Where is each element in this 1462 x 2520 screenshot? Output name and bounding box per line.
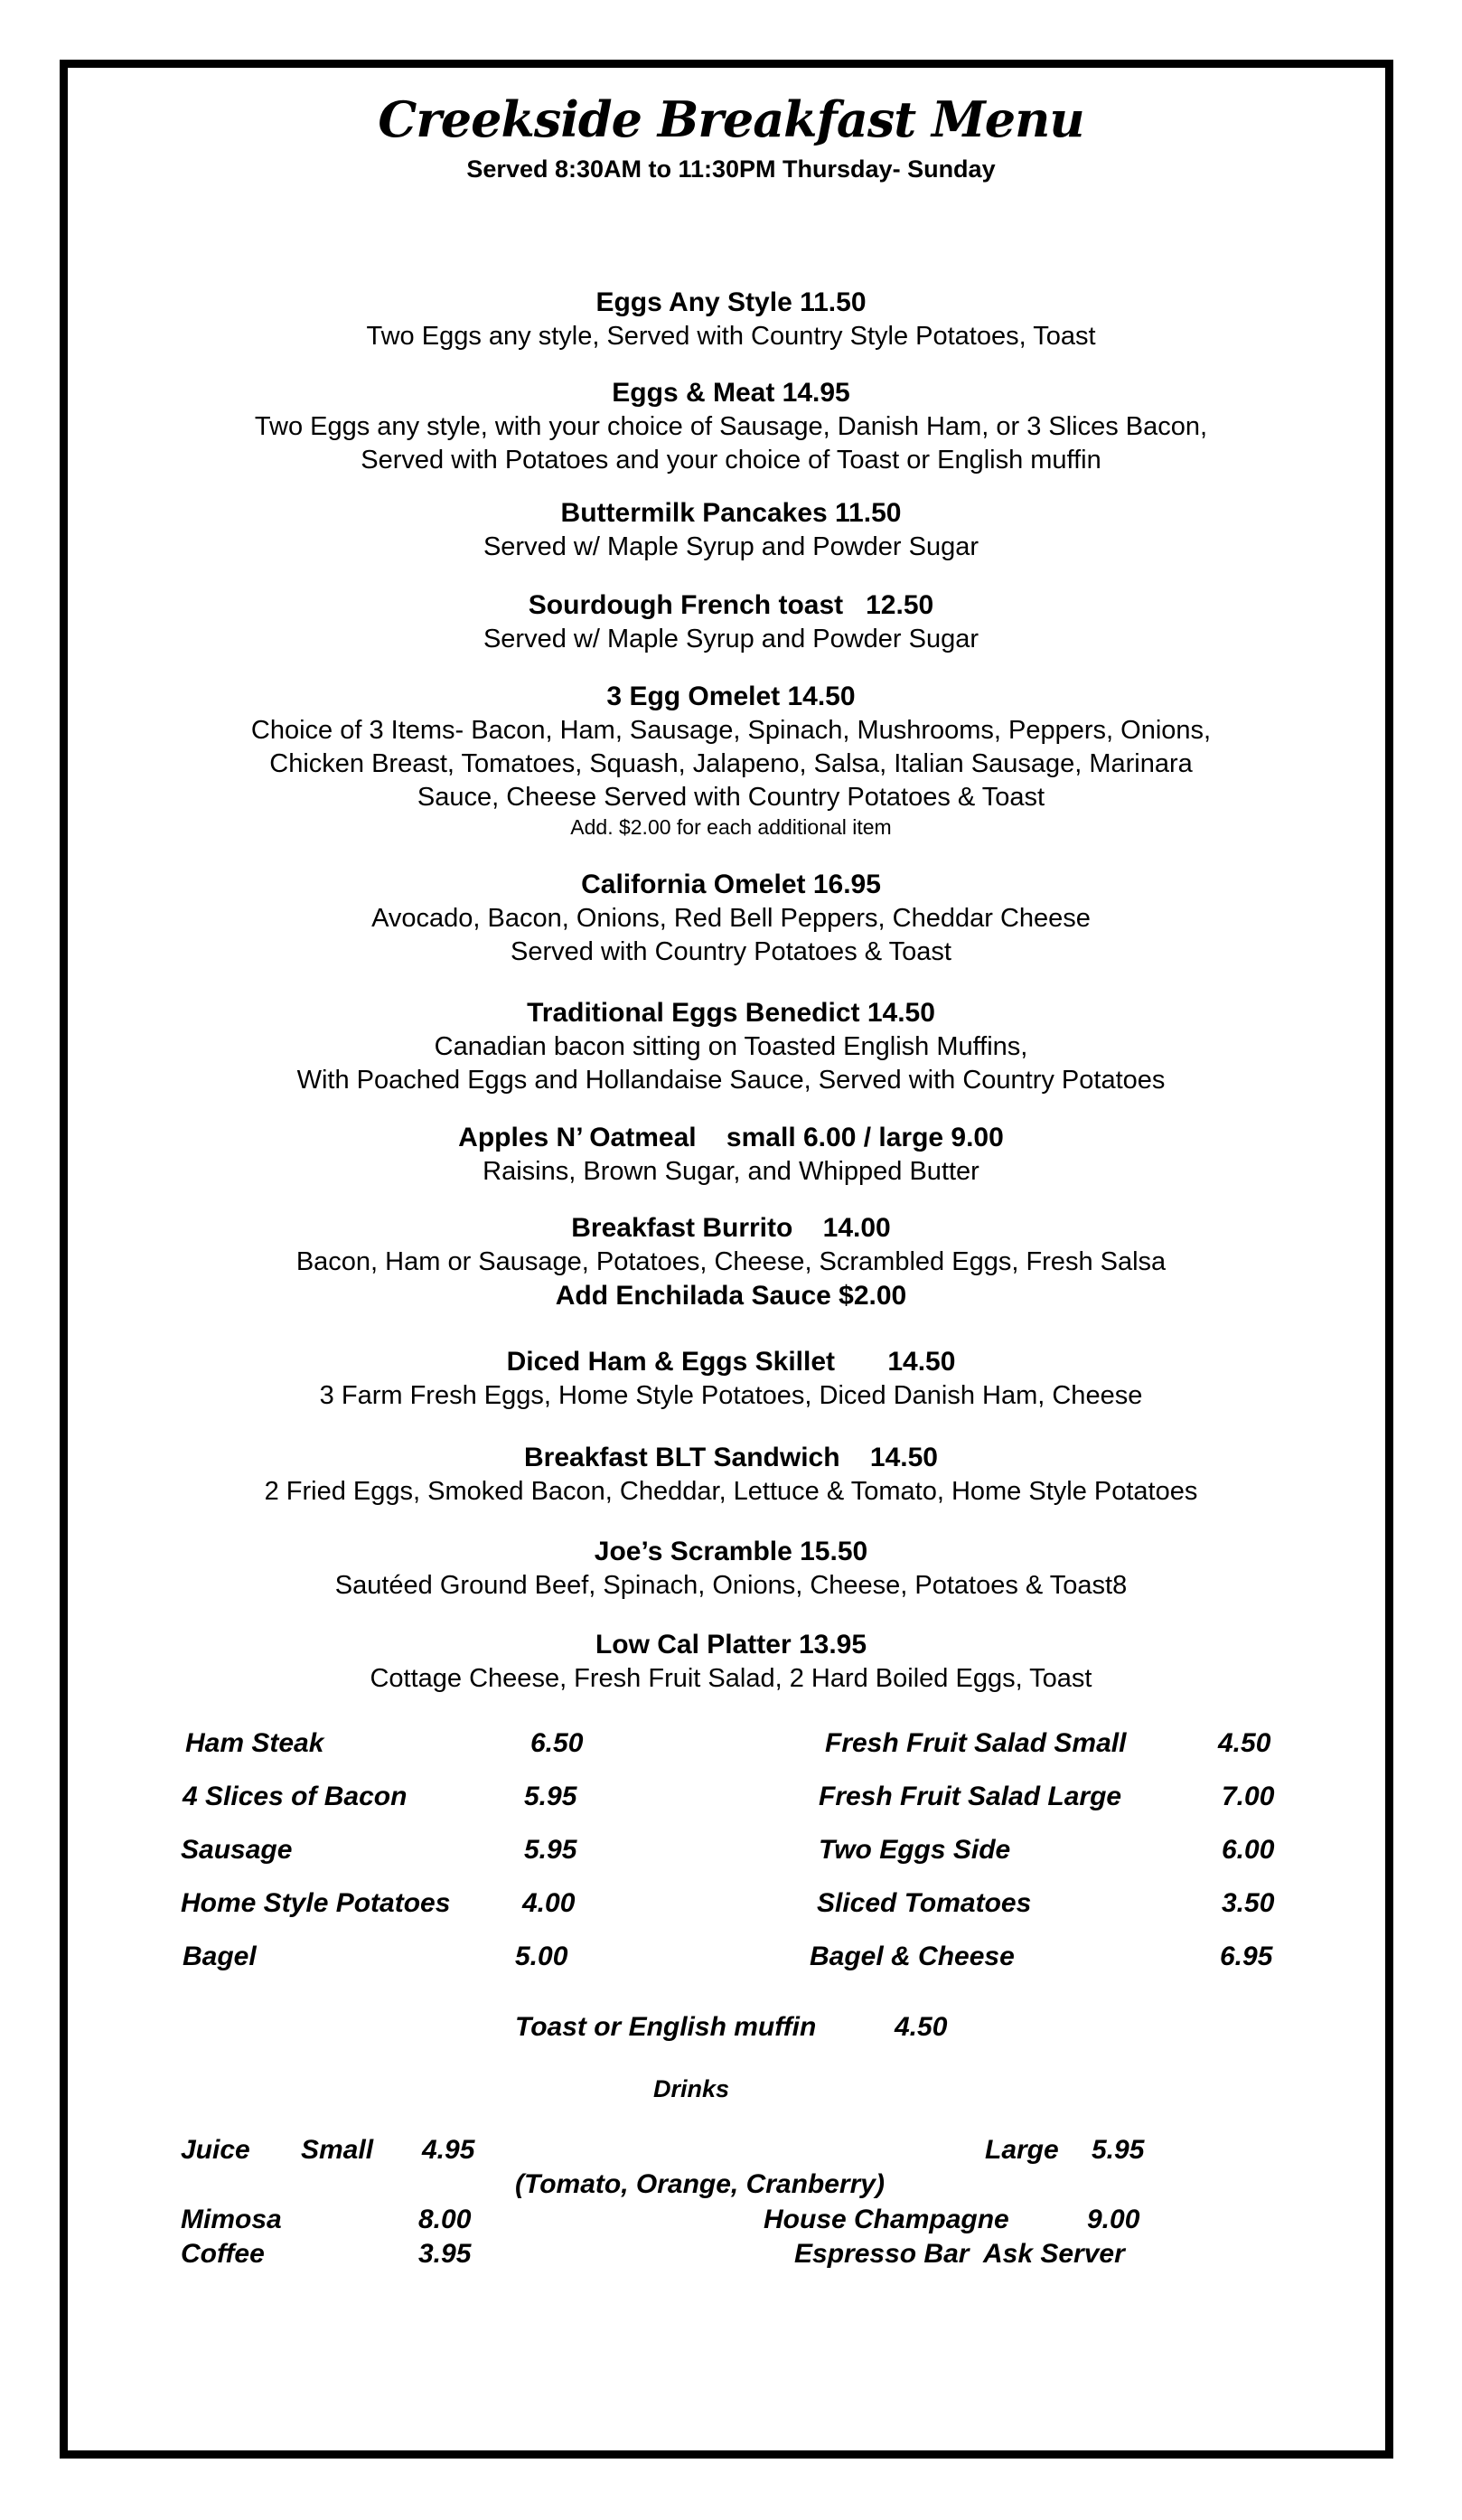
item-name: California Omelet 16.95 <box>581 870 881 899</box>
side-name: Sausage <box>181 1835 293 1865</box>
item-name: Traditional Eggs Benedict 14.50 <box>527 998 935 1028</box>
juice-name: Juice <box>181 2135 250 2165</box>
item-description: Raisins, Brown Sugar, and Whipped Butter <box>483 1157 979 1186</box>
item-description: With Poached Eggs and Hollandaise Sauce, Served with Country Potatoes <box>296 1066 1166 1095</box>
juice-small-price: 4.95 <box>422 2135 475 2165</box>
side-price: 6.95 <box>1220 1942 1273 1971</box>
item-name: Diced Ham & Eggs Skillet 14.50 <box>506 1347 956 1377</box>
menu-item <box>0 680 1462 840</box>
item-description: Chicken Breast, Tomatoes, Squash, Jalapeno, Salsa, Italian Sausage, Marinara <box>269 749 1193 778</box>
drinks-heading: Drinks <box>653 2075 730 2102</box>
item-addon: Add Enchilada Sauce $2.00 <box>555 1281 907 1311</box>
juice-flavors: (Tomato, Orange, Cranberry) <box>515 2169 885 2199</box>
item-description: Sautéed Ground Beef, Spinach, Onions, Cheese, Potatoes & Toast8 <box>334 1571 1128 1600</box>
item-description: Served with Potatoes and your choice of Toast or English muffin <box>361 446 1101 475</box>
item-description: 2 Fried Eggs, Smoked Bacon, Cheddar, Lettuce & Tomato, Home Style Potatoes <box>264 1477 1198 1506</box>
menu-item <box>0 1121 1462 1189</box>
toast-name: Toast or English muffin <box>515 2012 817 2042</box>
menu-item <box>0 376 1462 477</box>
side-price: 7.00 <box>1222 1782 1275 1811</box>
side-name: Sliced Tomatoes <box>817 1888 1032 1918</box>
side-name: Bagel <box>183 1942 257 1971</box>
item-name: Low Cal Platter 13.95 <box>595 1630 867 1660</box>
menu-item <box>0 286 1462 353</box>
side-name: Fresh Fruit Salad Small <box>825 1728 1127 1758</box>
champagne-price: 9.00 <box>1087 2205 1140 2234</box>
side-price: 4.00 <box>522 1888 576 1918</box>
menu-item <box>0 1345 1462 1413</box>
item-description: 3 Farm Fresh Eggs, Home Style Potatoes, Diced Danish Ham, Cheese <box>319 1381 1143 1410</box>
side-price: 3.50 <box>1222 1888 1275 1918</box>
menu-title: Creekside Breakfast Menu <box>378 90 1084 148</box>
item-note: Add. $2.00 for each additional item <box>570 815 892 839</box>
item-name: Breakfast BLT Sandwich 14.50 <box>524 1443 938 1472</box>
menu-item <box>0 1535 1462 1603</box>
coffee-price: 3.95 <box>418 2239 472 2269</box>
item-name: Buttermilk Pancakes 11.50 <box>560 498 902 528</box>
menu-item <box>0 1628 1462 1696</box>
side-price: 5.00 <box>515 1942 568 1971</box>
item-description: Two Eggs any style, with your choice of Sausage, Danish Ham, or 3 Slices Bacon, <box>254 412 1208 441</box>
menu-item <box>0 496 1462 564</box>
side-price: 5.95 <box>524 1835 577 1865</box>
juice-small-label: Small <box>301 2135 374 2165</box>
side-name: Two Eggs Side <box>819 1835 1011 1865</box>
champagne-name: House Champagne <box>764 2205 1009 2234</box>
menu-item <box>0 868 1462 969</box>
item-name: Eggs & Meat 14.95 <box>612 378 850 408</box>
mimosa-price: 8.00 <box>418 2205 472 2234</box>
item-description: Two Eggs any style, Served with Country Style Potatoes, Toast <box>366 322 1096 351</box>
item-name: Apples N’ Oatmeal small 6.00 / large 9.00 <box>458 1123 1004 1152</box>
item-description: Served w/ Maple Syrup and Powder Sugar <box>483 532 979 561</box>
menu-item <box>0 1441 1462 1509</box>
item-description: Cottage Cheese, Fresh Fruit Salad, 2 Hard Boiled Eggs, Toast <box>370 1664 1092 1693</box>
side-price: 5.95 <box>524 1782 577 1811</box>
side-name: Bagel & Cheese <box>810 1942 1015 1971</box>
juice-large-label: Large <box>985 2135 1059 2165</box>
item-description: Sauce, Cheese Served with Country Potatoes & Toast <box>417 783 1045 812</box>
item-name: Eggs Any Style 11.50 <box>595 287 867 317</box>
toast-price: 4.50 <box>895 2012 948 2042</box>
menu-item <box>0 1211 1462 1313</box>
item-description: Bacon, Ham or Sausage, Potatoes, Cheese, Scrambled Eggs, Fresh Salsa <box>295 1247 1167 1276</box>
side-price: 4.50 <box>1218 1728 1271 1758</box>
menu-hours: Served 8:30AM to 11:30PM Thursday- Sunday <box>466 155 996 183</box>
item-name: Sourdough French toast 12.50 <box>528 590 934 620</box>
item-name: 3 Egg Omelet 14.50 <box>606 682 856 711</box>
item-description: Avocado, Bacon, Onions, Red Bell Peppers, Cheddar Cheese <box>371 904 1091 933</box>
item-description: Served w/ Maple Syrup and Powder Sugar <box>483 625 979 654</box>
side-name: Home Style Potatoes <box>181 1888 451 1918</box>
side-name: 4 Slices of Bacon <box>183 1782 408 1811</box>
item-description: Served with Country Potatoes & Toast <box>511 937 951 966</box>
item-description: Canadian bacon sitting on Toasted English Muffins, <box>434 1032 1028 1061</box>
espresso-bar: Espresso Bar Ask Server <box>794 2239 1125 2269</box>
side-price: 6.00 <box>1222 1835 1275 1865</box>
item-description: Choice of 3 Items- Bacon, Ham, Sausage, Spinach, Mushrooms, Peppers, Onions, <box>250 716 1212 745</box>
item-name: Joe’s Scramble 15.50 <box>594 1537 868 1566</box>
coffee-name: Coffee <box>181 2239 265 2269</box>
side-name: Ham Steak <box>185 1728 324 1758</box>
mimosa-name: Mimosa <box>181 2205 282 2234</box>
juice-large-price: 5.95 <box>1092 2135 1145 2165</box>
side-price: 6.50 <box>530 1728 584 1758</box>
item-name: Breakfast Burrito 14.00 <box>571 1213 891 1243</box>
side-name: Fresh Fruit Salad Large <box>819 1782 1122 1811</box>
menu-item <box>0 588 1462 656</box>
menu-item <box>0 996 1462 1097</box>
